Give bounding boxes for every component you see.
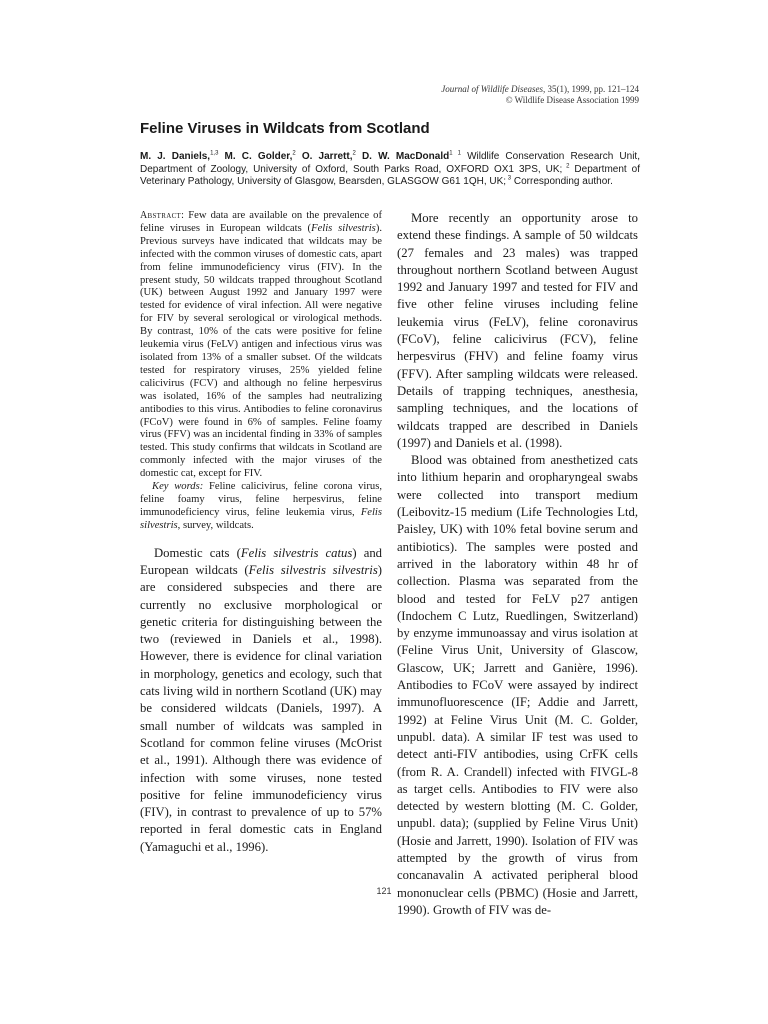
affiliation-oxford: Wildlife Conservation Research Unit, Department of Zoology, University of Oxford, South Parks Road, OXFORD OX1 3PS, UK;	[140, 151, 640, 175]
journal-citation	[299, 84, 639, 95]
intro-text: ) are considered subspecies and there are currently no exclusive morphological or genetic criteria for distinguishing between the two (reviewed in Daniels et al., 1998). However, there is evidence for clinal variation in morphology, genetics and ecology, such that cats living wild in northern Scotland (UK) may be considered wildcats (Daniels, 1997). A small number of wildcats was sampled in Scotland for common feline viruses (McOrist et al., 1991). Although there was evidence of infection with some viruses, none tested positive for feline immunodeficiency virus (FIV), in contrast to prevalence of up to 57% reported in feral domestic cats in England (Yamaguchi et al., 1996).	[140, 562, 382, 854]
left-column	[140, 210, 382, 856]
journal-name: Journal of Wildlife Diseases,	[441, 84, 546, 94]
keywords-text: , survey, wildcats.	[177, 519, 254, 531]
affiliation-glasgow: Department of Veterinary Pathology, University of Glasgow, Bearsden, GLASGOW G61 1QH, UK;	[140, 163, 640, 187]
body-paragraph-2: Blood was obtained from anesthetized cats into lithium heparin and oropharyngeal swabs were collected into transport medium (Leibovitz-15 medium (Life Technologies Ltd, Paisley, UK) with 10% fetal bovine serum and antibiotics). The samples were posted and arrived in the laboratory within 48 hr of collection. Plasma was separated from the blood and tested for FeLV p27 antigen (Indochem C Lutz, Ruedlingen, Switzerland) by enzyme immunoassay and virus isolation at (Feline Virus Unit, University of Glascow, Glascow, UK; Jarrett and Ganière, 1996). Antibodies to FCoV were assayed by indirect immunofluorescence (IF; Addie and Jarrett, 1992) at Feline Virus Unit (M. C. Golder, unpubl. data). A similar IF test was used to detect anti-FIV antibodies, using CrFK cells (from R. A. Crandell) infected with FIVGL-8 as target cells. Antibodies to FIV were also detected by western blotting (M. C. Golder, unpubl. data); (supplied by Feline Virus Unit) (Hosie and Jarrett, 1990). Isolation of FIV was attempted by the growth of virus from concanavalin A activated peripheral blood mononuclear cells (PBMC) (Hosie and Jarrett, 1990). Growth of FIV was de-	[397, 453, 638, 917]
abstract-text: Few data are available on the prevalence of feline viruses in European wildcats (	[140, 210, 382, 234]
keywords-italic: Felis silvestris	[140, 506, 382, 531]
authors-affiliations	[140, 151, 640, 189]
abstract	[140, 210, 382, 481]
abstract-italic: Felis silvestris	[311, 222, 376, 234]
journal-copyright: © Wildlife Disease Association 1999	[505, 95, 639, 105]
intro-italic: Felis silvestris silvestris	[248, 562, 378, 577]
author-daniels: M. J. Daniels,	[140, 151, 211, 162]
body-paragraph-1: More recently an opportunity arose to extend these findings. A sample of 50 wildcats (27 females and 23 males) was trapped throughout northern Scotland between August 1992 and January 1997 and tested for FIV and five other feline viruses including feline leukemia virus (FeLV), feline coronavirus (FCoV), feline calicivirus (FCV), feline herpesvirus (FHV) and feline foamy virus (FFV). After sampling wildcats were released. Details of trapping techniques, anesthesia, sampling techniques, and the locations of wildcats trapped are described in Daniels (1997) and Daniels et al. (1998).	[397, 211, 638, 450]
author-macdonald: D. W. MacDonald	[355, 151, 450, 162]
author-jarrett: O. Jarrett,	[295, 151, 353, 162]
superscript: 1 1	[449, 150, 461, 157]
keywords	[140, 481, 382, 533]
superscript: 2	[562, 163, 570, 170]
intro-text: Domestic cats (	[154, 545, 241, 560]
journal-volume: 35(1), 1999, pp. 121–124	[545, 84, 639, 94]
abstract-label: Abstract:	[140, 210, 185, 221]
superscript: 3	[506, 175, 512, 182]
page-number: 121	[376, 886, 392, 896]
corresponding-author-note: Corresponding author.	[511, 176, 613, 187]
right-column	[397, 210, 638, 919]
author-golder: M. C. Golder,	[218, 151, 293, 162]
keywords-text: Feline calicivirus, feline corona virus, feline foamy virus, feline herpesvirus, feline immunodeficiency virus, feline leukemia virus,	[140, 481, 382, 518]
abstract-text: ). Previous surveys have indicated that wildcats may be infected with the common viruses of domestic cats, apart from feline immunodeficiency virus (FIV). In the present study, 50 wildcats trapped throughout Scotland (UK) between August 1992 and January 1997 were tested for evidence of viral infection. All were negative for FIV by several serological or virological methods. By contrast, 10% of the cats were positive for feline leukemia virus (FeLV) antigen and infectious virus was isolated from 13% of a smaller subset. Of the wildcats tested for respiratory viruses, 25% yielded feline calicivirus (FCV) and although no feline herpesvirus was isolated, 16% of the samples had neutralizing antibodies to this virus. Antibodies to feline coronavirus (FCoV) were found in 6% of samples. Feline foamy virus (FFV) was an incidental finding in 33% of samples tested. This study confirms that wildcats in Scotland are commonly infected with the major viruses of the domestic cat, except for FIV.	[140, 222, 382, 480]
journal-header	[299, 84, 639, 106]
intro-text: ) and European wildcats (	[140, 545, 383, 577]
intro-italic: Felis silvestris catus	[240, 545, 353, 560]
superscript: 1,3	[210, 150, 219, 157]
keywords-label: Key words:	[152, 481, 204, 493]
superscript: 2	[292, 150, 296, 157]
superscript: 2	[352, 150, 356, 157]
paper-title: Feline Viruses in Wildcats from Scotland	[140, 120, 430, 137]
intro-paragraph	[140, 545, 382, 856]
